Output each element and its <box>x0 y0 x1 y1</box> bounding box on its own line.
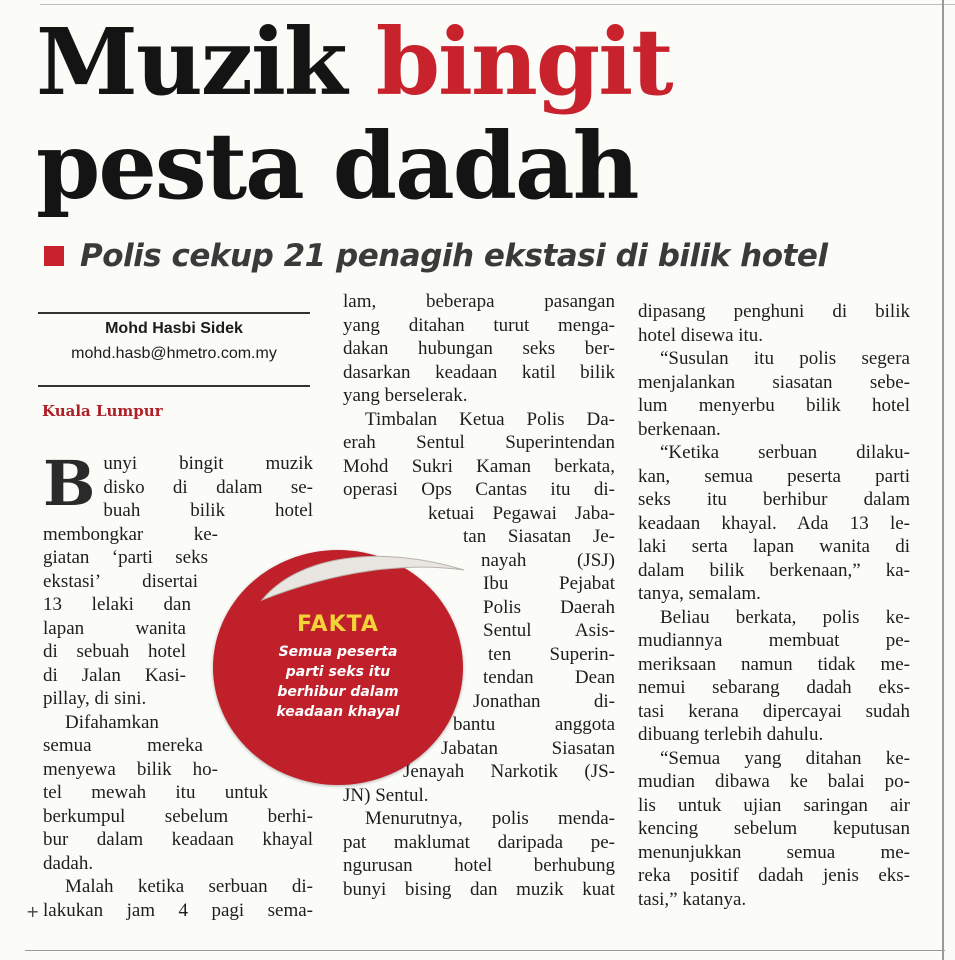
col1-line: buah bilik hotel <box>103 500 313 521</box>
byline-bottom-rule <box>38 385 310 387</box>
top-border <box>40 4 955 5</box>
col3-line: “Susulan itu polis segera <box>660 348 910 369</box>
drop-cap: B <box>43 447 96 520</box>
col2-line: Mohd Sukri Kaman berkata, <box>343 455 615 477</box>
fakta-line: berhibur dalam <box>277 684 399 700</box>
col3-line: Beliau berkata, polis ke- <box>660 606 910 628</box>
col1-line: lapan wanita <box>43 617 186 639</box>
col1-line: giatan ‘parti seks <box>43 547 208 568</box>
col3-line: reka positif dadah jenis eks- <box>638 865 910 886</box>
col3-line: laki serta lapan wanita di <box>638 536 910 557</box>
col2-line: dakan hubungan seks ber- <box>343 338 615 359</box>
col3-line: menjalankan siasatan sebe- <box>638 371 910 393</box>
headline-part1: Muzik <box>36 8 376 116</box>
col2-line: bantu anggota <box>453 714 615 735</box>
col3-line: menunjukkan semua me- <box>638 841 910 863</box>
sticker-peel-fold-icon <box>258 548 468 603</box>
col3-line: dibuang terlebih dahulu. <box>638 724 824 745</box>
dateline: Kuala Lumpur <box>42 402 163 420</box>
col1-line: berkumpul sebelum berhi- <box>43 805 313 827</box>
col2-line: Ibu Pejabat <box>483 573 615 594</box>
col2-line: tan Siasatan Je- <box>463 526 615 547</box>
col1-line: bur dalam keadaan khayal <box>43 829 313 850</box>
col3-line: tanya, semalam. <box>638 583 761 604</box>
headline-red-word: bingit <box>375 8 672 116</box>
subheadline <box>44 238 828 274</box>
col3-line: kan, semua peserta parti <box>638 465 910 487</box>
col1-line: dadah. <box>43 852 94 874</box>
col2-line: ten Superin- <box>488 643 615 665</box>
col2-line: lam, beberapa pasangan <box>343 291 615 312</box>
col1-line: pillay, di sini. <box>43 688 147 709</box>
col2-line: ketuai Pegawai Jaba- <box>428 502 615 524</box>
col1-line: di Jalan Kasi- <box>43 664 186 686</box>
col2-line: JN) Sentul. <box>343 784 429 806</box>
col2-line: Menurutnya, polis menda- <box>365 808 615 829</box>
col1-line: semua mereka <box>43 735 203 756</box>
col1-line: lakukan jam 4 pagi sema- <box>43 899 313 921</box>
col2-line: operasi Ops Cantas itu di- <box>343 479 615 500</box>
col3-line: mudiannya membuat pe- <box>638 630 910 651</box>
col1-line: unyi bingit muzik <box>103 453 313 474</box>
col3-line: “Ketika serbuan dilaku- <box>660 442 910 463</box>
byline-top-rule <box>38 312 310 314</box>
col2-line: bunyi bising dan muzik kuat <box>343 878 615 900</box>
bottom-border <box>25 950 945 951</box>
headline <box>36 10 672 218</box>
col2-line: Jenayah Narkotik (JS- <box>403 761 615 782</box>
col2-line: tendan Dean <box>483 667 615 688</box>
registration-mark-icon: + <box>26 902 40 921</box>
red-square-bullet-icon <box>44 246 64 266</box>
col2-line: Jabatan Siasatan <box>441 737 615 759</box>
fakta-line: Semua peserta <box>278 644 398 660</box>
col2-line: Sentul Asis- <box>483 620 615 641</box>
col3-line: mudian dibawa ke balai po- <box>638 771 910 792</box>
col1-line: Malah ketika serbuan di- <box>65 876 313 897</box>
col3-line: lis untuk ujian saringan air <box>638 794 910 816</box>
fakta-text <box>243 642 433 722</box>
fakta-line: parti seks itu <box>285 664 391 680</box>
col2-line: nayah (JSJ) <box>481 549 615 571</box>
col3-line: keadaan khayal. Ada 13 le- <box>638 512 910 534</box>
col2-line: Polis Daerah <box>483 596 615 618</box>
col1-line: menyewa bilik ho- <box>43 758 218 780</box>
col2-line: ngurusan hotel berhubung <box>343 855 615 876</box>
col3-line: kencing sebelum keputusan <box>638 818 910 839</box>
headline-line2: pesta dadah <box>36 112 638 220</box>
col2-line: dasarkan keadaan katil bilik <box>343 361 615 383</box>
col2-line: Jonathan di- <box>473 690 615 712</box>
col2-line: yang berselerak. <box>343 385 468 406</box>
col3-line: tasi kerana dipercayai sudah <box>638 700 910 722</box>
col1-line: tel mewah itu untuk <box>43 782 268 803</box>
col1-line: 13 lelaki dan <box>43 594 191 615</box>
col3-line: dipasang penghuni di bilik <box>638 301 910 322</box>
article-column-3 <box>638 300 910 911</box>
col3-line: nemui sebarang dadah eks- <box>638 677 910 698</box>
fakta-line: keadaan khayal <box>276 704 400 720</box>
right-column-rule <box>942 0 944 960</box>
col2-line: erah Sentul Superintendan <box>343 432 615 453</box>
byline-email: mohd.hasb@hmetro.com.my <box>71 345 277 362</box>
fakta-title: FAKTA <box>297 612 379 637</box>
col3-line: hotel disewa itu. <box>638 324 764 346</box>
col3-line: berkenaan. <box>638 418 721 440</box>
col1-line: Difahamkan <box>65 711 159 733</box>
col3-line: meriksaan namun tidak me- <box>638 653 910 675</box>
col2-line: yang ditahan turut menga- <box>343 314 615 336</box>
col3-line: dalam bilik berkenaan,” ka- <box>638 559 910 581</box>
col1-line: membongkar ke- <box>43 523 218 545</box>
col1-line: ekstasi’ disertai <box>43 570 198 592</box>
byline-author: Mohd Hasbi Sidek <box>105 320 243 337</box>
col3-line: seks itu berhibur dalam <box>638 489 910 510</box>
col3-line: tasi,” katanya. <box>638 888 747 910</box>
col3-line: “Semua yang ditahan ke- <box>660 747 910 769</box>
col3-line: lum menyerbu bilik hotel <box>638 395 910 416</box>
col1-line: disko di dalam se- <box>103 476 313 498</box>
subheadline-text: Polis cekup 21 penagih ekstasi di bilik hotel <box>80 238 828 274</box>
col2-line: Timbalan Ketua Polis Da- <box>365 408 615 430</box>
col1-line: di sebuah hotel <box>43 641 186 662</box>
col2-line: pat maklumat daripada pe- <box>343 831 615 853</box>
